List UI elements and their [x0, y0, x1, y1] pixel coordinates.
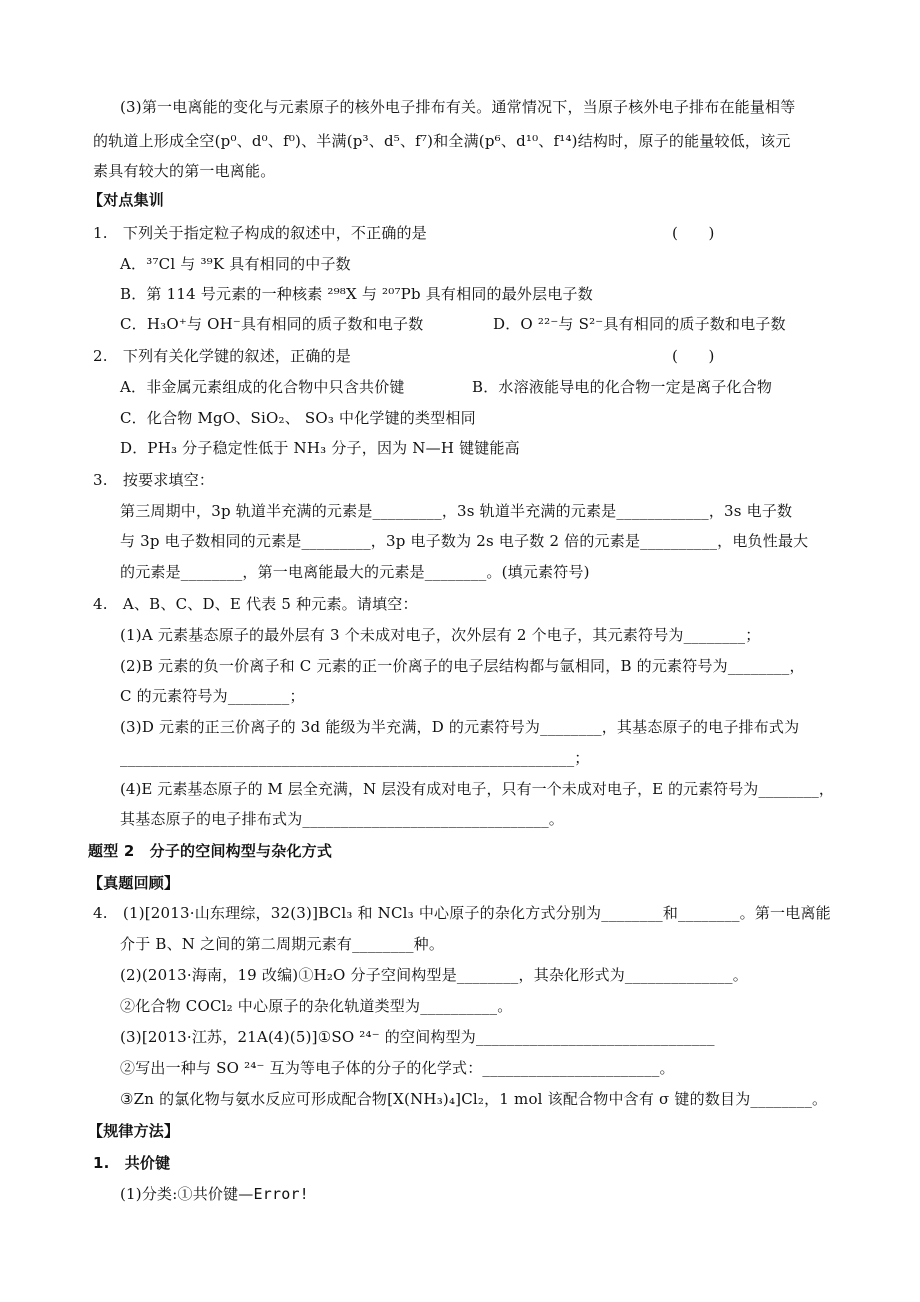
question-2-stem: 2. 下列有关化学键的叙述，正确的是 [93, 347, 351, 365]
question-4-stem: 4. A、B、C、D、E 代表 5 种元素。请填空： [93, 595, 418, 613]
question-5-line: ③Zn 的氯化物与氨水反应可形成配合物[X(NH₃)₄]Cl₂，1 mol 该配合物中含有 σ 键的数目为________。 [120, 1090, 828, 1108]
question-3-line: 第三周期中，3p 轨道半充满的元素是_________，3s 轨道半充满的元素是____________，3s 电子数 [120, 502, 793, 520]
option-d: D．O ²²⁻与 S²⁻具有相同的质子数和电子数 [493, 315, 786, 333]
question-4-line: C 的元素符号为________； [120, 687, 305, 705]
paragraph-line: 素具有较大的第一电离能。 [93, 162, 276, 180]
classification-line [120, 1184, 309, 1204]
subsection-heading: 1. 共价键 [93, 1154, 171, 1172]
paragraph-line: (3)第一电离能的变化与元素原子的核外电子排布有关。通常情况下，当原子核外电子排布在能量相等 [120, 98, 796, 116]
question-4-line: (2)B 元素的负一价离子和 C 元素的正一价离子的电子层结构都与氩相同，B 的元素符号为________， [120, 657, 805, 675]
paragraph-line: 的轨道上形成全空(p⁰、d⁰、f⁰)、半满(p³、d⁵、f⁷)和全满(p⁶、d¹⁰、f¹⁴)结构时，原子的能量较低，该元 [93, 132, 791, 150]
classification-label: (1)分类:①共价键— [120, 1185, 254, 1203]
question-4-answer-blank: ___________________________________________________________； [120, 749, 590, 767]
question-5-line: ②化合物 COCl₂ 中心原子的杂化轨道类型为__________。 [120, 997, 513, 1015]
question-3-stem: 3. 按要求填空： [93, 471, 215, 489]
question-4-line: (3)D 元素的正三价离子的 3d 能级为半充满，D 的元素符号为________，其基态原子的电子排布式为 [120, 718, 800, 736]
option-d: D．PH₃ 分子稳定性低于 NH₃ 分子，因为 N—H 键键能高 [120, 439, 520, 457]
error-text: Error! [253, 1185, 309, 1203]
option-a: A．³⁷Cl 与 ³⁹K 具有相同的中子数 [120, 255, 351, 273]
section-heading-duidian: 【对点集训 [88, 191, 165, 209]
question-1-stem: 1. 下列关于指定粒子构成的叙述中，不正确的是 [93, 224, 427, 242]
question-5-line: 4. (1)[2013·山东理综，32(3)]BCl₃ 和 NCl₃ 中心原子的杂化方式分别为________和________。第一电离能 [93, 904, 831, 922]
section-heading-tixing2: 题型 2 分子的空间构型与杂化方式 [88, 842, 333, 860]
option-b: B．第 114 号元素的一种核素 ²⁹⁸X 与 ²⁰⁷Pb 具有相同的最外层电子数 [120, 285, 593, 303]
question-5-line: ②写出一种与 SO ²⁴⁻ 互为等电子体的分子的化学式：_______________________。 [120, 1059, 675, 1077]
answer-bracket: ( ) [672, 224, 715, 242]
section-heading-guilv: 【规律方法】 [88, 1122, 180, 1140]
question-4-line: 其基态原子的电子排布式为________________________________。 [120, 810, 565, 828]
question-5-line: (3)[2013·江苏，21A(4)(5)]①SO ²⁴⁻ 的空间构型为_______________________________ [120, 1028, 715, 1046]
option-c: C．化合物 MgO、SiO₂、 SO₃ 中化学键的类型相同 [120, 409, 476, 427]
question-5-line: (2)(2013·海南，19 改编)①H₂O 分子空间构型是________，其杂化形式为______________。 [120, 966, 748, 984]
answer-bracket: ( ) [672, 347, 715, 365]
section-heading-zhenti: 【真题回顾】 [88, 874, 180, 892]
question-5-line: 介于 B、N 之间的第二周期元素有________种。 [120, 935, 445, 953]
question-3-line: 的元素是________，第一电离能最大的元素是________。(填元素符号) [120, 563, 590, 581]
question-4-line: (4)E 元素基态原子的 M 层全充满，N 层没有成对电子，只有一个未成对电子，E 的元素符号为________， [120, 780, 834, 798]
option-a: A．非金属元素组成的化合物中只含共价键 [120, 378, 405, 396]
question-3-line: 与 3p 电子数相同的元素是_________，3p 电子数为 2s 电子数 2 倍的元素是__________，电负性最大 [120, 532, 809, 550]
option-b: B．水溶液能导电的化合物一定是离子化合物 [472, 378, 773, 396]
option-c: C．H₃O⁺与 OH⁻具有相同的质子数和电子数 [120, 315, 424, 333]
question-4-line: (1)A 元素基态原子的最外层有 3 个未成对电子，次外层有 2 个电子，其元素符号为________； [120, 626, 761, 644]
